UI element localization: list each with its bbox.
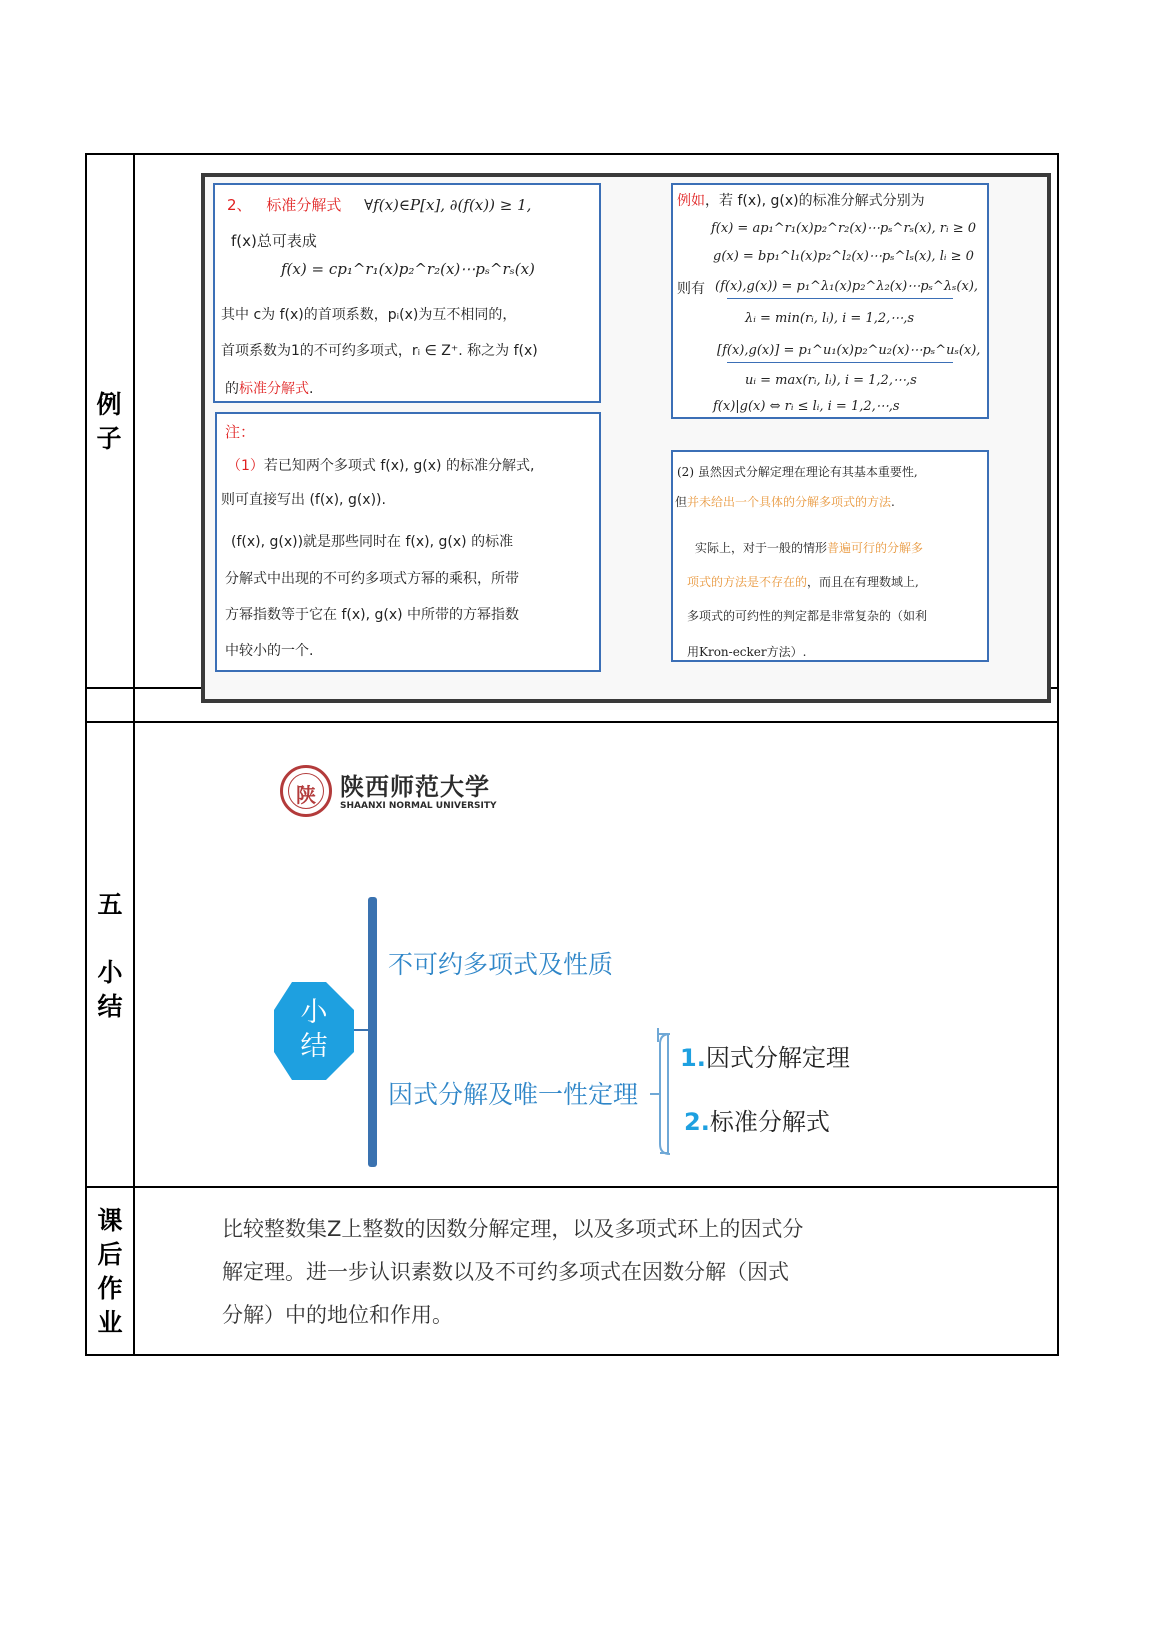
remark-line-1: (2) 虽然因式分解定理在理论有其基本重要性,	[677, 465, 918, 479]
lcm-underline	[727, 362, 953, 363]
example-lambda-formula: λᵢ = min(rᵢ, lᵢ), i = 1,2,⋯,s	[745, 311, 915, 326]
homework-line-2: 解定理。进一步认识素数以及不可约多项式在因数分解（因式	[222, 1260, 789, 1284]
slide-standard-factorization	[201, 173, 1051, 703]
row-label-homework: 课后作业	[97, 1206, 123, 1337]
remark-line-4: 项式的方法是不存在的，而且在有理数域上,	[687, 575, 919, 589]
example-f-formula: f(x) = ap₁^r₁(x)p₂^r₂(x)⋯pₛ^rₛ(x), rᵢ ≥ 0	[711, 221, 977, 236]
row-label-summary-text: 小结	[97, 958, 123, 1021]
branch-irreducible: 不可约多项式及性质	[388, 950, 614, 979]
definition-line-5: 的标准分解式.	[225, 381, 314, 397]
standard-form-definition-box	[213, 183, 601, 403]
university-name-en: SHAANXI NORMAL UNIVERSITY	[340, 801, 497, 811]
remark-line-2: 但并未给出一个具体的分解多项式的方法.	[675, 495, 895, 509]
note-line-5: 方幂指数等于它在 f(x), g(x) 中所带的方幂指数	[225, 607, 520, 623]
definition-heading: 2、 标准分解式 ∀f(x)∈P[x], ∂(f(x)) ≥ 1,	[227, 196, 532, 214]
sub-item-standard-form: 2.标准分解式	[684, 1108, 830, 1136]
example-divide-formula: f(x)|g(x) ⇔ rᵢ ≤ lᵢ, i = 1,2,⋯,s	[713, 399, 900, 414]
remark-box	[671, 450, 989, 662]
homework-line-3: 分解）中的地位和作用。	[222, 1303, 453, 1327]
table-left-border	[85, 153, 87, 1356]
remark-line-6: 用Kron-ecker方法）.	[687, 645, 807, 659]
definition-line-2: f(x)总可表成	[231, 232, 317, 250]
example-intro: 例如，若 f(x), g(x)的标准分解式分别为	[677, 193, 925, 209]
table-row-divider-3	[85, 1186, 1059, 1188]
summary-center-label: 小结	[300, 997, 328, 1062]
table-right-border	[1057, 153, 1059, 1356]
note-line-3: (f(x), g(x))就是那些同时在 f(x), g(x) 的标准	[231, 534, 514, 550]
standard-form-formula: f(x) = cp₁^r₁(x)p₂^r₂(x)⋯pₛ^rₛ(x)	[281, 260, 535, 278]
table-row-divider-2	[85, 721, 1059, 723]
example-box	[671, 183, 989, 419]
note-line-6: 中较小的一个.	[225, 643, 314, 659]
gcd-underline	[727, 298, 953, 299]
definition-line-3: 其中 c为 f(x)的首项系数，pᵢ(x)为互不相同的，	[221, 307, 517, 323]
branch-factorization: 因式分解及唯一性定理	[388, 1080, 639, 1109]
example-u-formula: uᵢ = max(rᵢ, lᵢ), i = 1,2,⋯,s	[745, 373, 917, 388]
university-seal: 陕	[280, 765, 332, 817]
sub-item-factorization-theorem: 1.因式分解定理	[680, 1044, 850, 1072]
note-line-2: 则可直接写出 (f(x), g(x)).	[221, 492, 386, 508]
row-label-example: 例子	[96, 390, 122, 453]
table-column-divider	[133, 153, 135, 1356]
main-bracket	[368, 897, 377, 1167]
summary-mindmap	[260, 880, 960, 1180]
example-g-formula: g(x) = bp₁^l₁(x)p₂^l₂(x)⋯pₛ^lₛ(x), lᵢ ≥ 0	[713, 249, 974, 264]
definition-line-4: 首项系数为1的不可约多项式，rᵢ ∈ Z⁺. 称之为 f(x)	[221, 343, 538, 359]
homework-text	[222, 1208, 803, 1337]
university-logo	[280, 765, 550, 823]
table-top-border	[85, 153, 1059, 155]
homework-line-1: 比较整数集Z上整数的因数分解定理，以及多项式环上的因式分	[222, 1217, 804, 1241]
example-gcd-formula: (f(x),g(x)) = p₁^λ₁(x)p₂^λ₂(x)⋯pₛ^λₛ(x),	[715, 279, 979, 294]
remark-line-5: 多项式的可约性的判定都是非常复杂的（如利	[687, 609, 928, 623]
example-lcm-formula: [f(x),g(x)] = p₁^u₁(x)p₂^u₂(x)⋯pₛ^uₛ(x),	[717, 343, 981, 358]
note-line-1: （1）若已知两个多项式 f(x), g(x) 的标准分解式,	[227, 458, 535, 474]
note-title: 注：	[225, 423, 256, 441]
remark-line-3: 实际上，对于一般的情形普遍可行的分解多	[695, 541, 924, 555]
note-line-4: 分解式中出现的不可约多项式方幂的乘积，所带	[225, 571, 519, 587]
example-then: 则有	[677, 281, 705, 297]
note-box	[215, 412, 601, 672]
row-label-summary-number: 五	[97, 890, 123, 919]
university-name-cn: 陕西师范大学	[340, 772, 490, 801]
table-bottom-border	[85, 1354, 1059, 1356]
